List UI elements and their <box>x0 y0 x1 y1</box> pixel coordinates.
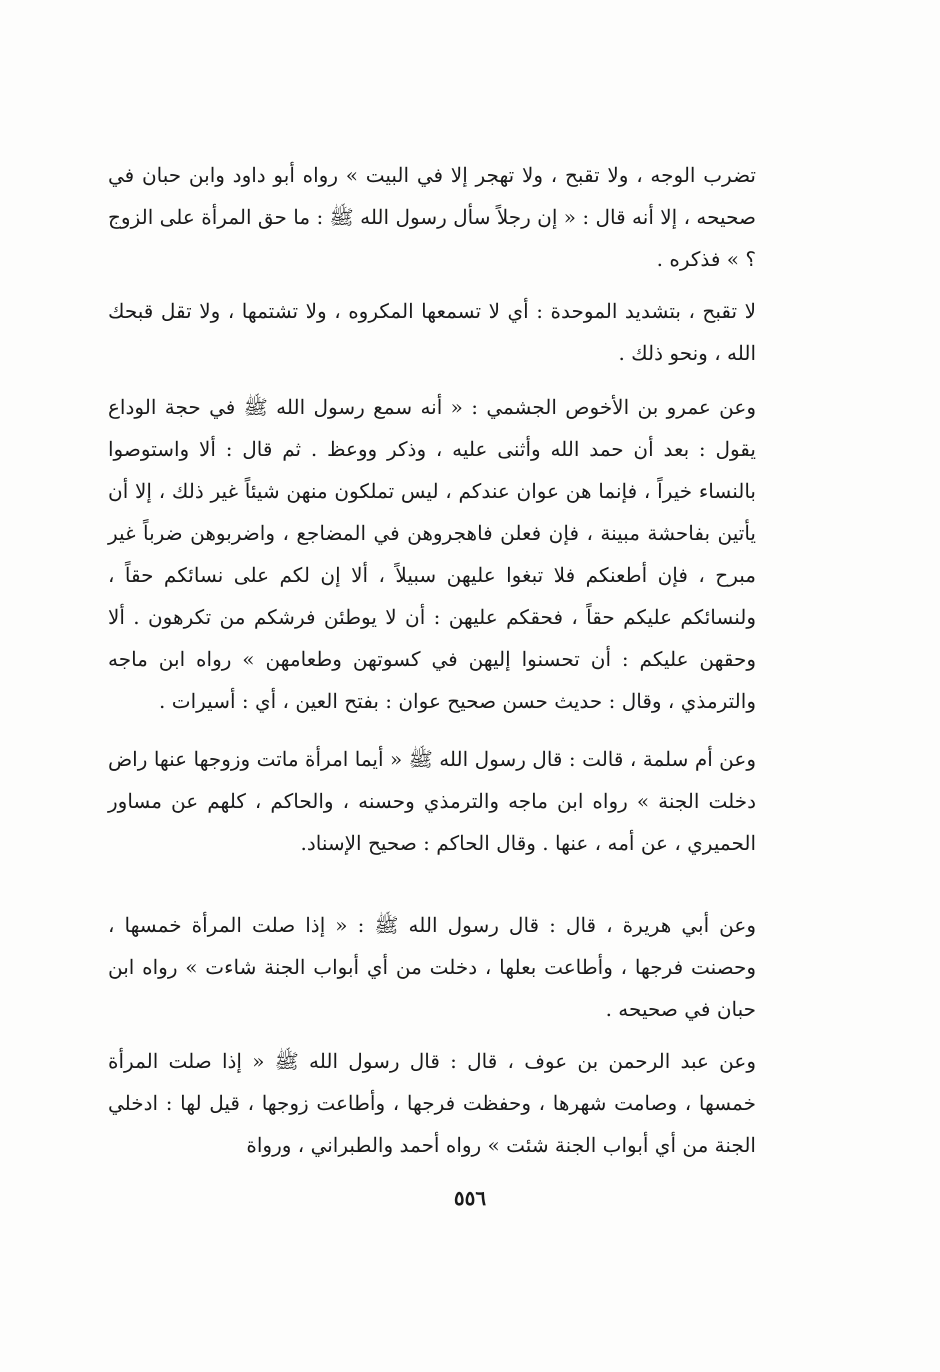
paragraph-5: وعن أبي هريرة ، قال : قال رسول الله ﷺ : « إذا صلت المرأة خمسها ، وحصنت فرجها ، وأطاعت بعلها ، دخلت من أي أبواب الجنة شاءت » رواه ابن حبان في صحيحه . <box>108 913 756 1021</box>
paragraph-2: لا تقبح ، بتشديد الموحدة : أي لا تسمعها المكروه ، ولا تشتمها ، ولا تقل قبحك الله ، ونحو ذلك . <box>108 299 756 365</box>
paragraph-3: وعن عمرو بن الأخوص الجشمي : « أنه سمع رسول الله ﷺ في حجة الوداع يقول : بعد أن حمد الله وأثنى عليه ، وذكر ووعظ . ثم قال : ألا واستوصوا بالنساء خيراً ، فإنما هن عوان عندكم ، ليس تملكون منهن شيئاً غير ذلك ، إلا أن يأتين بفاحشة مبينة ، فإن فعلن فاهجروهن في المضاجع ، واضربوهن ضرباً غير مبرح ، فإن أطعنكم فلا تبغوا عليهن سبيلاً ، ألا إن لكم على نسائكم حقاً ، ولنسائكم عليكم حقاً ، فحقكم عليهن : أن لا يوطئن فرشكم من تكرهون . ألا وحقهن عليكم : أن تحسنوا إليهن في كسوتهن وطعامهن » رواه ابن ماجه والترمذي ، وقال : حديث حسن صحيح عوان : بفتح العين ، أي : أسيرات . <box>108 395 756 713</box>
paragraph-4: وعن أم سلمة ، قالت : قال رسول الله ﷺ « أيما امرأة ماتت وزوجها عنها راض دخلت الجنة » رواه ابن ماجه والترمذي وحسنه ، والحاكم ، كلهم عن مساور الحميري ، عن أمه ، عنها . وقال الحاكم : صحيح الإسناد. <box>108 747 756 855</box>
page-number: ٥٥٦ <box>453 1186 487 1210</box>
paragraph-6: وعن عبد الرحمن بن عوف ، قال : قال رسول الله ﷺ « إذا صلت المرأة خمسها ، وصامت شهرها ، وحفظت فرجها ، وأطاعت زوجها ، قيل لها : ادخلي الجنة من أي أبواب الجنة شئت » رواه أحمد والطبراني ، ورواة <box>108 1049 756 1157</box>
paragraph-1: تضرب الوجه ، ولا تقبح ، ولا تهجر إلا في البيت » رواه أبو داود وابن حبان في صحيحه ، إلا أنه قال : « إن رجلاً سأل رسول الله ﷺ : ما حق المرأة على الزوج ؟ » فذكره . <box>108 163 756 271</box>
